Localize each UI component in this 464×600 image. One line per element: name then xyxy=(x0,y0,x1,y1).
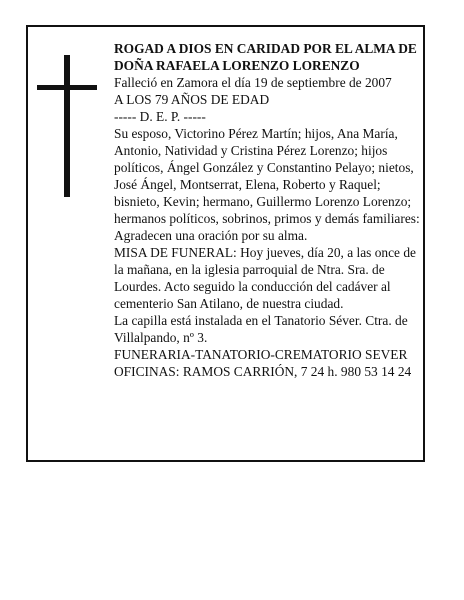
cross-vertical-bar xyxy=(64,55,70,197)
age-line: A LOS 79 AÑOS DE EDAD xyxy=(114,92,270,107)
funeral-paragraph: MISA DE FUNERAL: Hoy jueves, día 20, a las once de la mañana, en la iglesia parroquial de Ntra. Sra. de Lourdes. Acto seguido la conducción del cadáver al cementerio San Atilano, de nuestra ciudad. xyxy=(114,245,416,311)
death-info: Falleció en Zamora el día 19 de septiembre de 2007 xyxy=(114,75,392,90)
deceased-name: DOÑA RAFAELA LORENZO LORENZO xyxy=(114,58,360,73)
rip-line: ----- D. E. P. ----- xyxy=(114,109,206,124)
offices-line: OFICINAS: RAMOS CARRIÓN, 7 24 h. 980 53 14 24 xyxy=(114,364,412,379)
cross-horizontal-bar xyxy=(37,85,97,90)
thanks-line: Agradecen una oración por su alma. xyxy=(114,228,308,243)
notice-heading: ROGAD A DIOS EN CARIDAD POR EL ALMA DE xyxy=(114,41,417,56)
funeral-home-line: FUNERARIA-TANATORIO-CREMATORIO SEVER xyxy=(114,347,408,362)
cross-icon xyxy=(37,55,97,197)
chapel-paragraph: La capilla está instalada en el Tanatorio Séver. Ctra. de Villalpando, nº 3. xyxy=(114,313,408,345)
family-paragraph: Su esposo, Victorino Pérez Martín; hijos, Ana María, Antonio, Natividad y Cristina Pérez Lorenzo; hijos políticos, Ángel González y Constantino Pelayo; nietos, José Ángel, Montserrat, Elena, Roberto y Raquel; bisnieto, Kevin; hermano, Guillermo Lorenzo Lorenzo; hermanos políticos, sobrinos, primos y demás familiares: xyxy=(114,126,420,226)
obituary-text xyxy=(114,40,426,380)
